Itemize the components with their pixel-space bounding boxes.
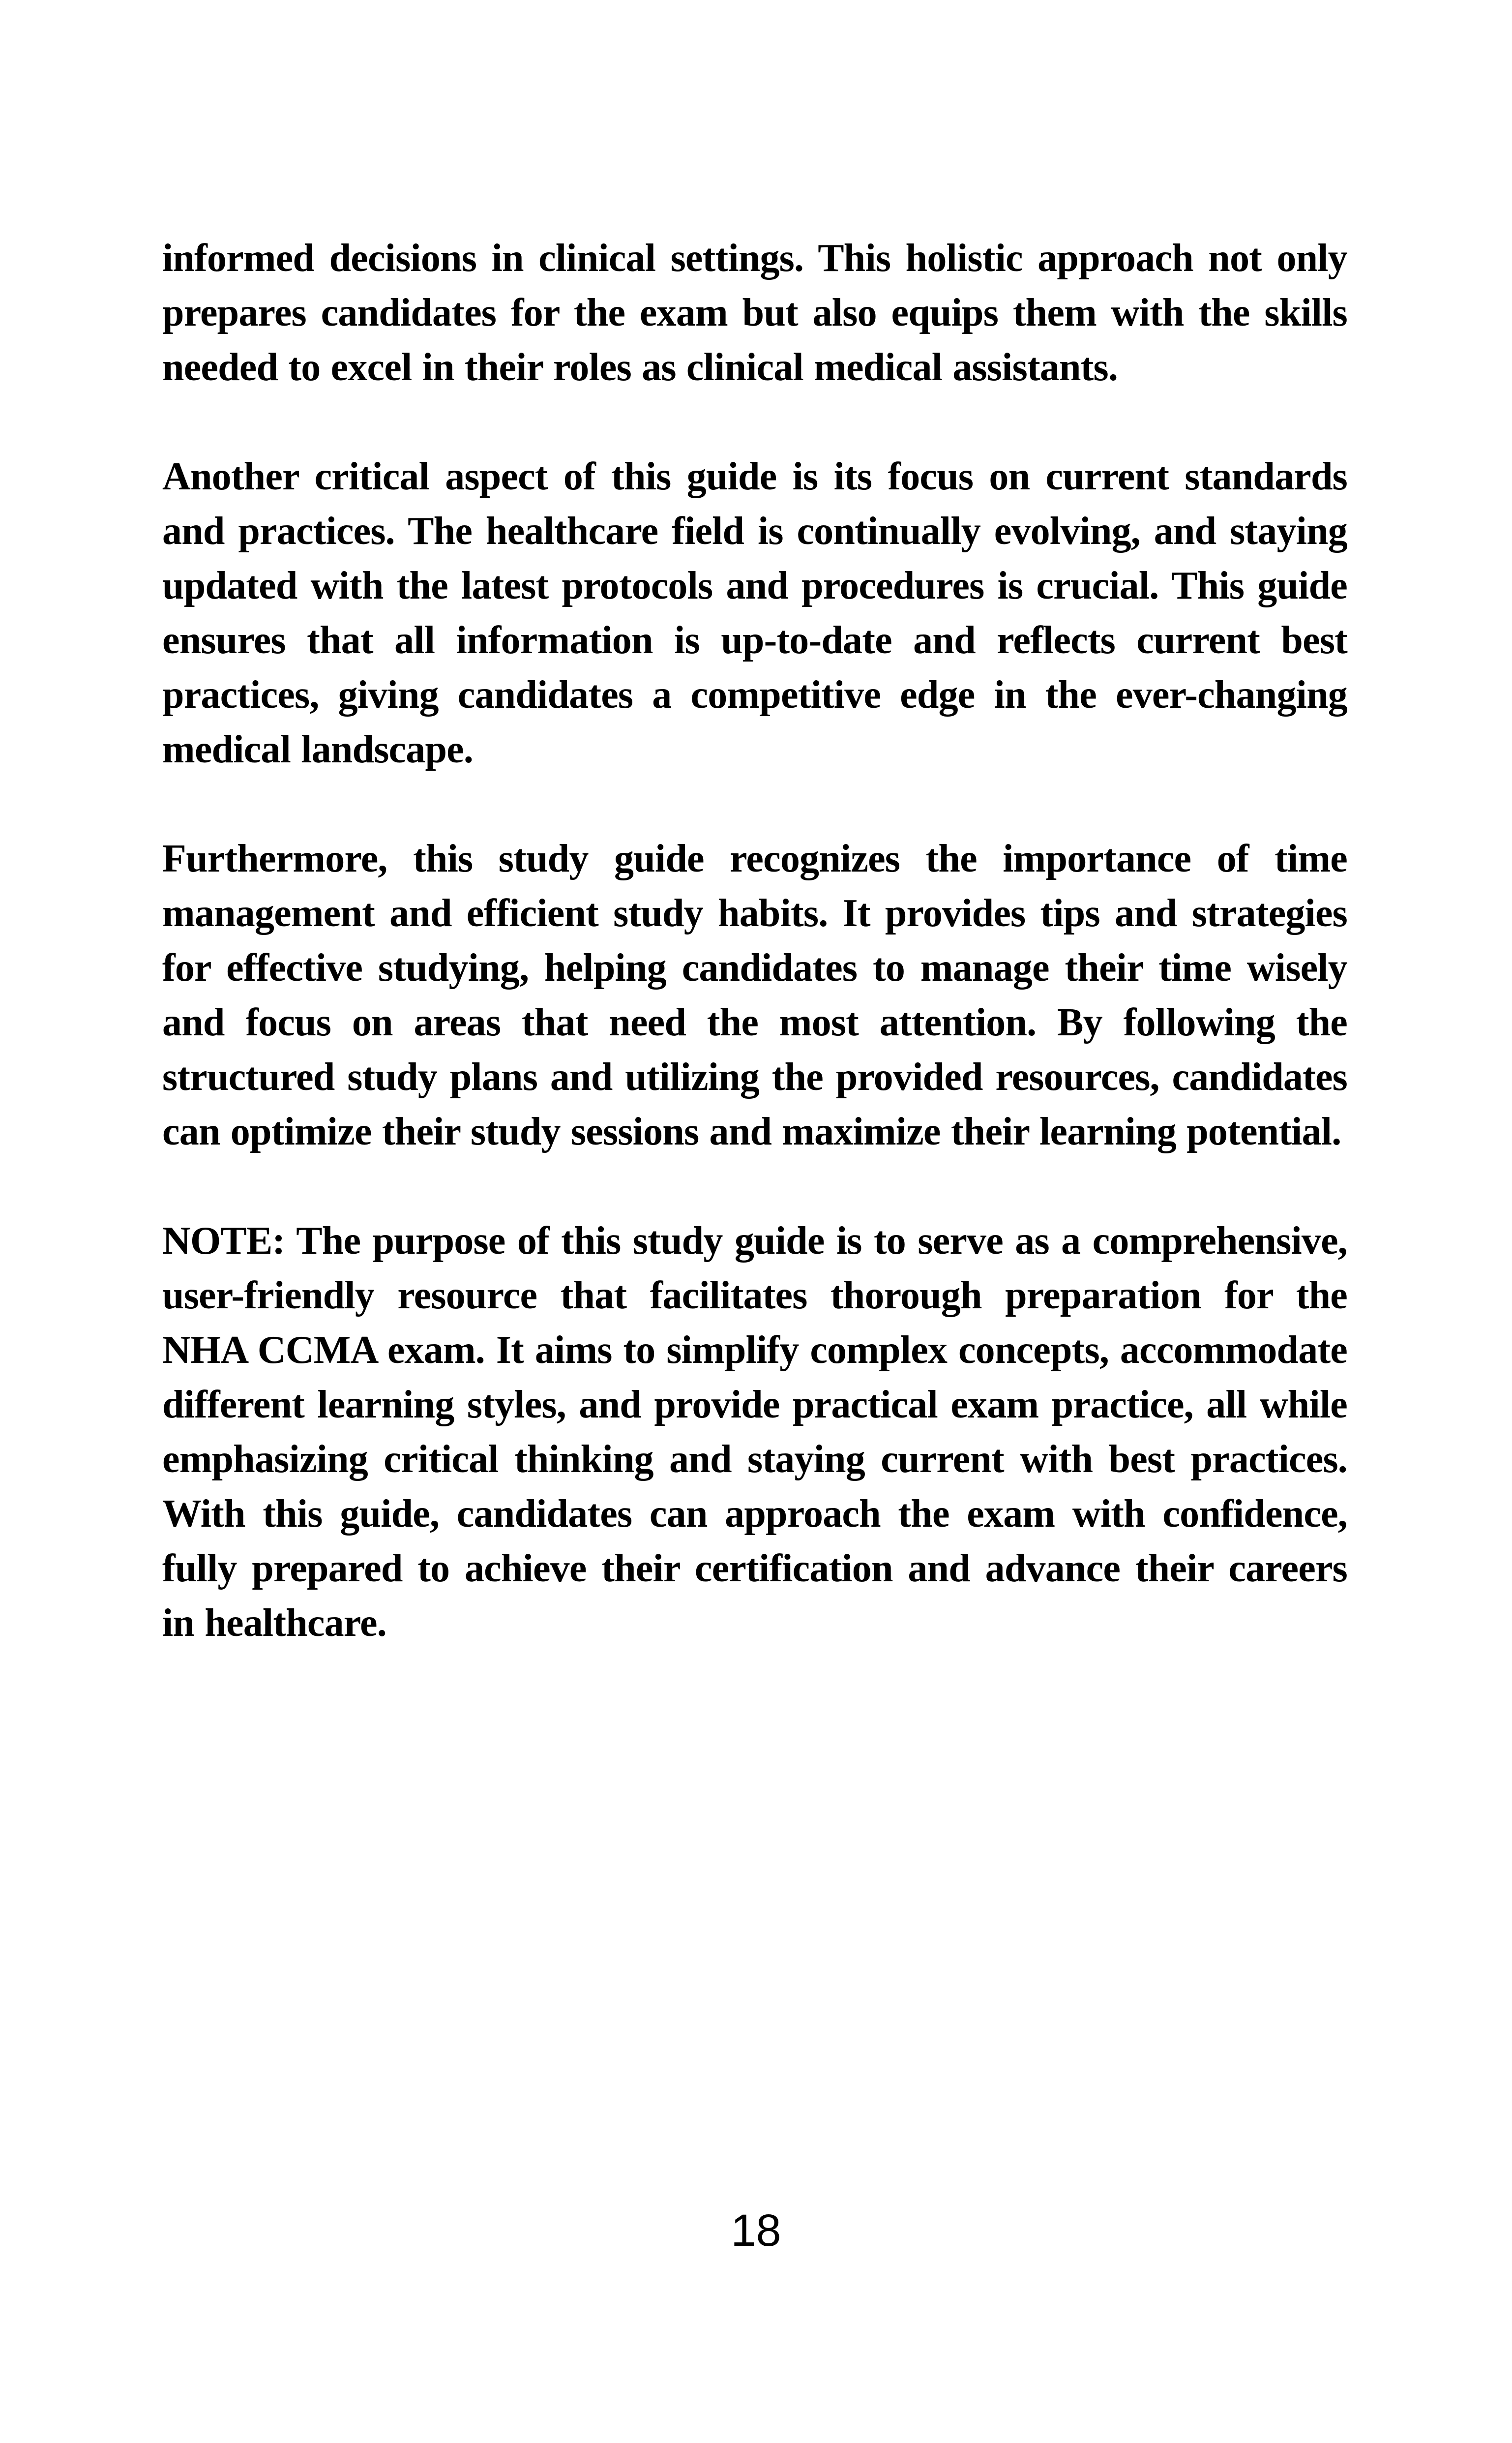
paragraph-2: Another critical aspect of this guide is its focus on current standards and practices. The healthcare field is continually evolving, and staying updated with the latest protocols and procedures is crucial. This guide ensures that all information is up-to-date and reflects current best practices, giving candidates a competitive edge in the ever-changing medical landscape. — [162, 455, 1347, 771]
body-text — [162, 231, 1347, 1705]
paragraph-3: Furthermore, this study guide recognizes the importance of time management and efficient study habits. It provides tips and strategies for effective studying, helping candidates to manage their time wisely and focus on areas that need the most attention. By following the structured study plans and utilizing the provided resources, candidates can optimize their study sessions and maximize their learning potential. — [162, 837, 1347, 1153]
page-number: 18 — [731, 2205, 781, 2256]
paragraph-1: informed decisions in clinical settings. This holistic approach not only prepares candidates for the exam but also equips them with the skills needed to excel in their roles as clinical medical assistants. — [162, 237, 1347, 389]
paragraph-4: NOTE: The purpose of this study guide is to serve as a comprehensive, user-friendly resource that facilitates thorough preparation for the NHA CCMA exam. It aims to simplify complex concepts, accommodate different learning styles, and provide practical exam practice, all while emphasizing critical thinking and staying current with best practices. With this guide, candidates can approach the exam with confidence, fully prepared to achieve their certification and advance their careers in healthcare. — [162, 1219, 1347, 1645]
